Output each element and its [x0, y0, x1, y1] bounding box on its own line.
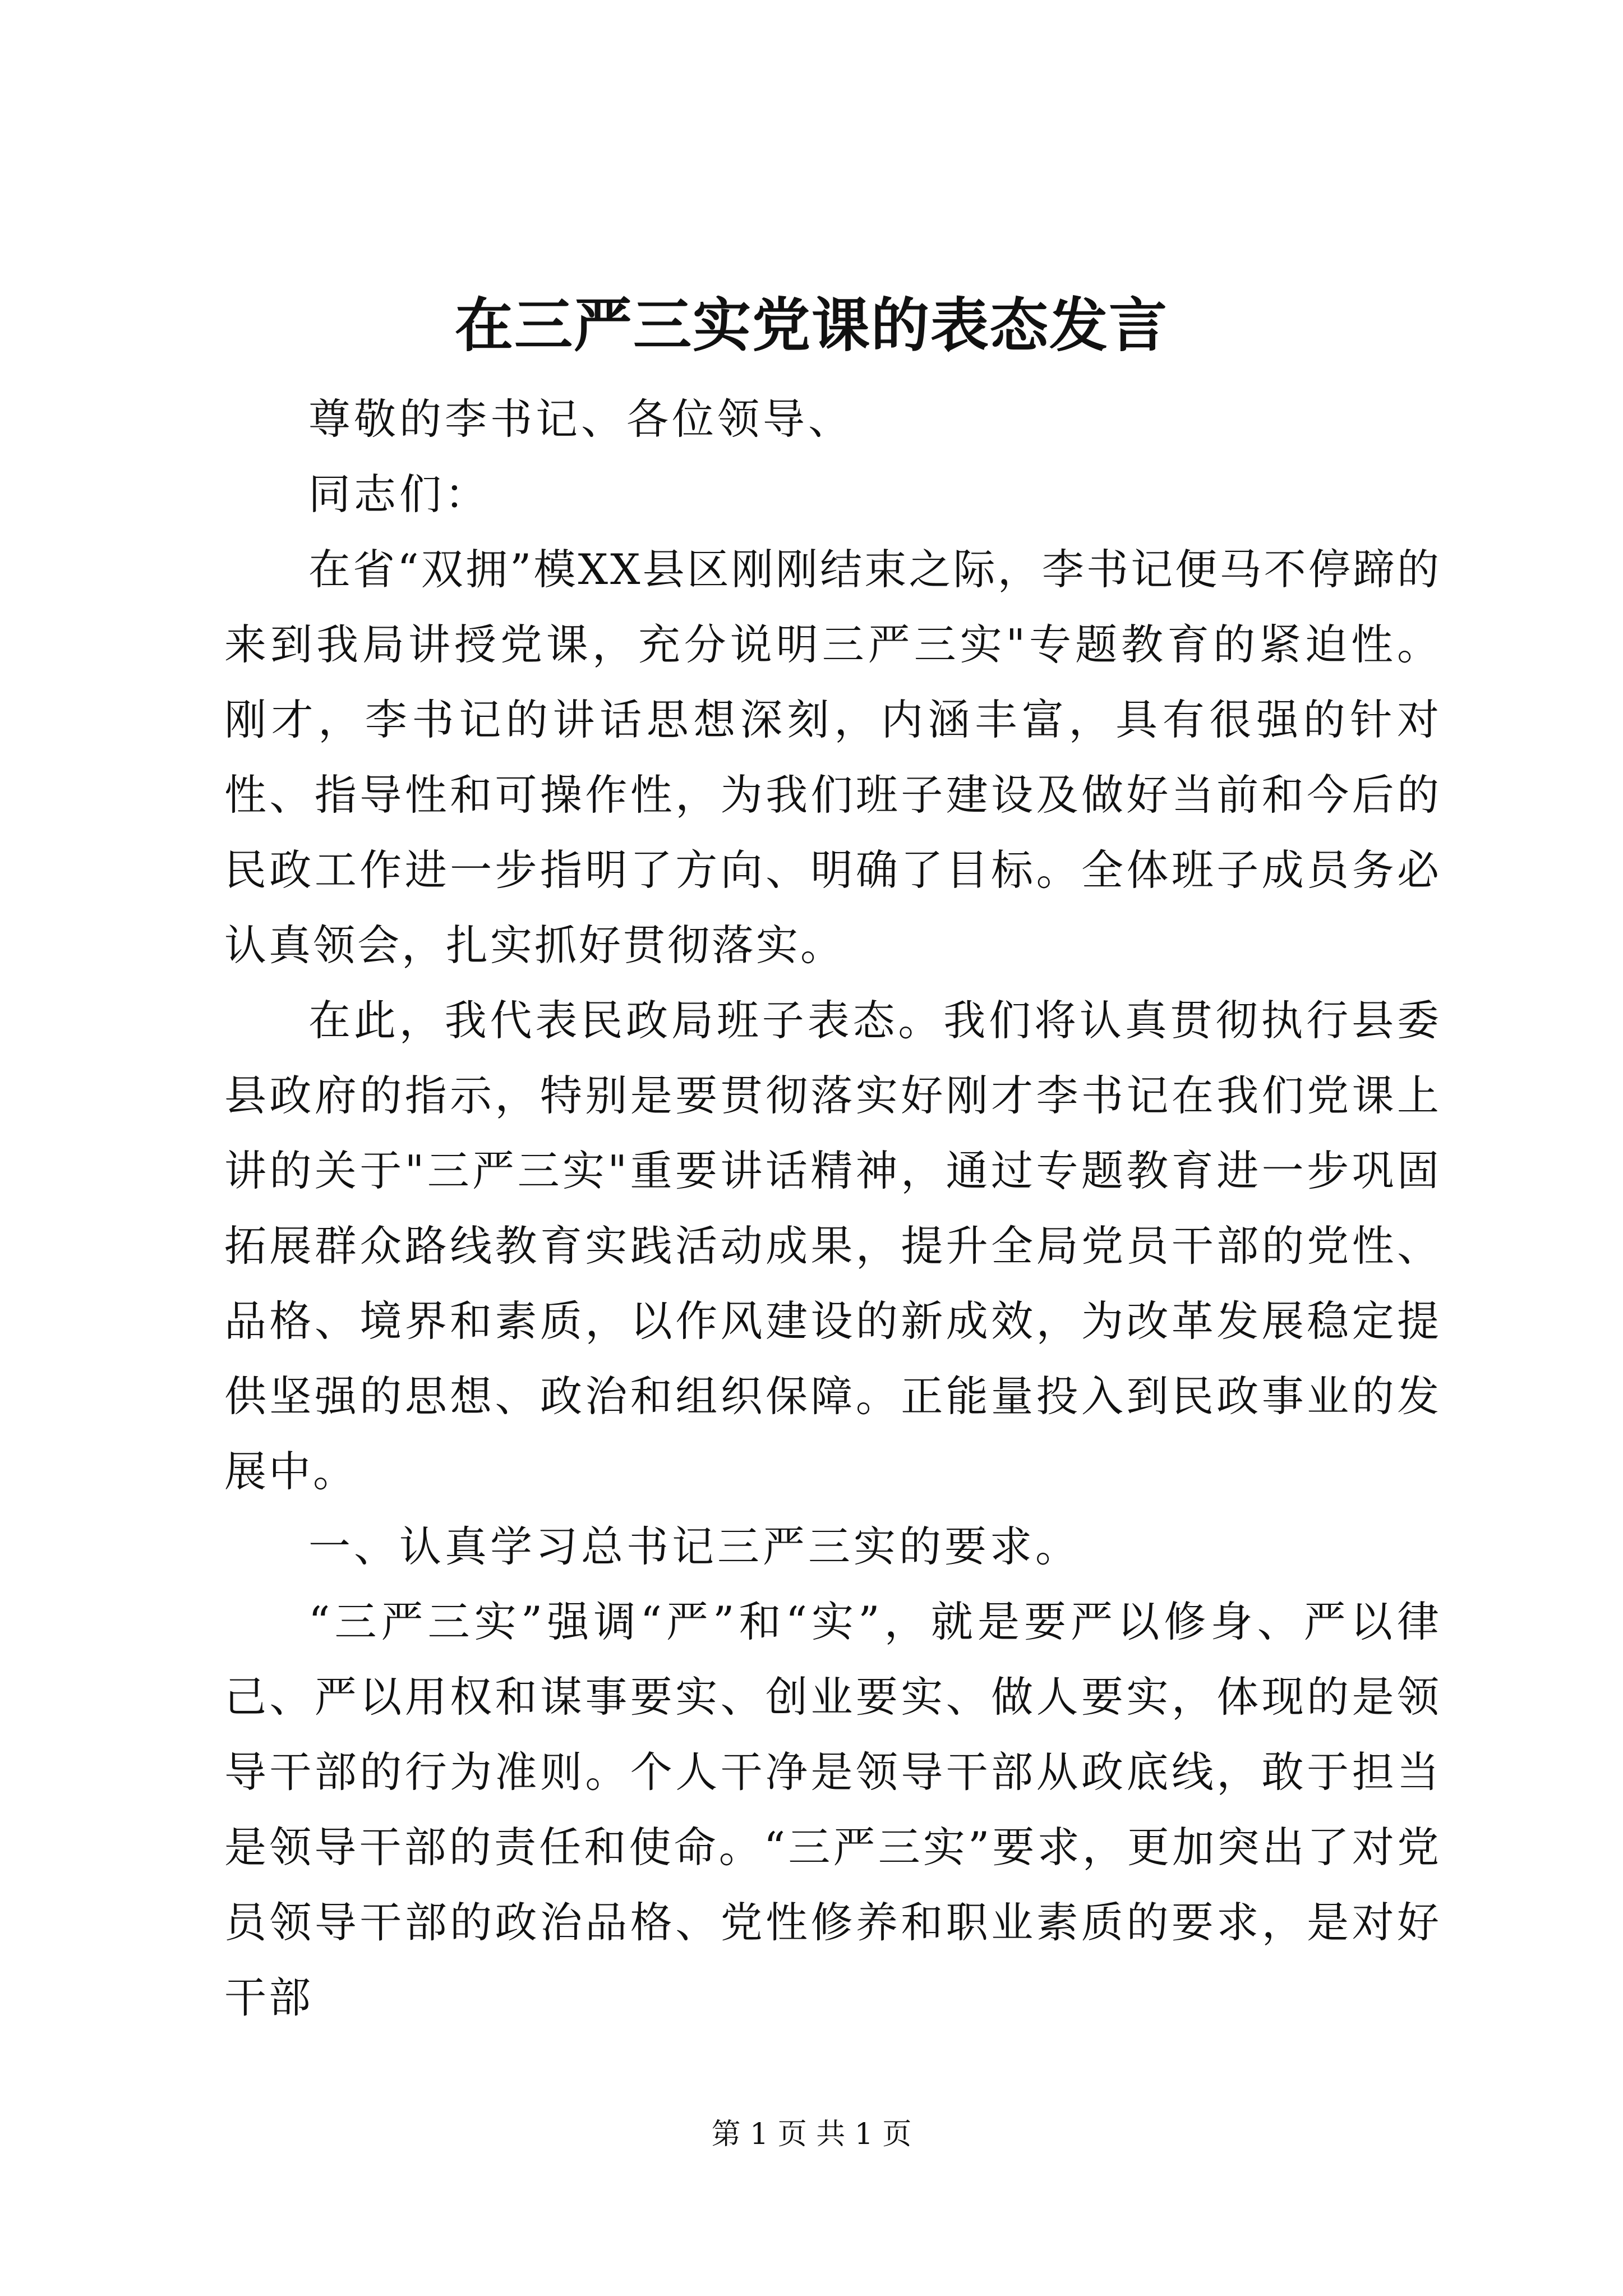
document-title: 在三严三实党课的表态发言	[454, 291, 1168, 360]
page-footer: 第 1 页 共 1 页	[711, 2118, 912, 2151]
paragraph-requirements: “三严三实”强调“严”和“实”，就是要严以修身、严以律己、严以用权和谋事要实、创业要实、做人要实，体现的是领导干部的行为准则。个人干净是领导干部从政底线，敢于担当是领导干部的责任和使命。“三严三实”要求，更加突出了对党员领导干部的政治品格、党性修养和职业素质的要求，是对好干部	[224, 1597, 1441, 2022]
salutation-line-2: 同志们：	[308, 470, 491, 519]
paragraph-statement: 在此，我代表民政局班子表态。我们将认真贯彻执行县委县政府的指示，特别是要贯彻落实好刚才李书记在我们党课上讲的关于"三严三实"重要讲话精神，通过专题教育进一步巩固拓展群众路线教育实践活动成果，提升全局党员干部的党性、品格、境界和素质，以作风建设的新成效，为改革发展稳定提供坚强的思想、政治和组织保障。正能量投入到民政事业的发展中。	[224, 996, 1441, 1496]
document-body	[224, 381, 1441, 2035]
paragraph-intro: 在省“双拥”模XX县区刚刚结束之际，李书记便马不停蹄的来到我局讲授党课，充分说明三严三实"专题教育的紧迫性。刚才，李书记的讲话思想深刻，内涵丰富，具有很强的针对性、指导性和可操作性，为我们班子建设及做好当前和今后的民政工作进一步指明了方向、明确了目标。全体班子成员务必认真领会，扎实抓好贯彻落实。	[224, 545, 1441, 970]
section-heading-1: 一、认真学习总书记三严三实的要求。	[308, 1522, 1081, 1571]
salutation-line-1: 尊敬的李书记、各位领导、	[308, 394, 854, 444]
